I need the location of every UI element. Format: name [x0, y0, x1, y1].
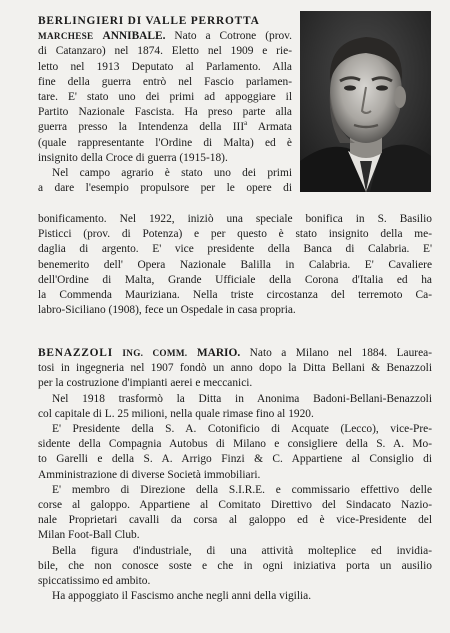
text-line: insignito della Croce di guerra (1915-18).	[38, 151, 228, 164]
entry-first-name: ANNIBALE.	[102, 30, 166, 43]
text-line: Milan Foot-Ball Club.	[38, 529, 140, 542]
text-line: Amministrazione di diverse Società immobiliari.	[38, 468, 261, 481]
text-line: col capitale di L. 25 milioni, nella quale rimase fino al 1920.	[38, 407, 314, 420]
text-line: Nel 1918 trasformò la Ditta in Anonima Badoni-Bellani-Benazzoli	[52, 392, 432, 405]
portrait-photo	[300, 11, 431, 192]
text-line: (quale rappresentante l'Ordine di Malta) ed è	[38, 136, 292, 149]
text-line: per la costruzione d'impianti aerei e meccanici.	[38, 377, 253, 390]
text-line: benemerito dell' Opera Nazionale Balilla in Calabria. E' Cavaliere	[38, 258, 432, 271]
text-line: to Garelli e della S. A. Arrigo Finzi & C. Appartiene al Consiglio di	[38, 453, 432, 466]
text-line: bile, che non conosce soste e che in ogni iniziativa porta un ausilio	[38, 559, 432, 572]
entry-title: MARCHESE	[38, 31, 94, 42]
text-line: guerra presso la Intendenza della III$^a$ Armata	[38, 120, 292, 134]
text-line: fine della guerra entrò nel Fascio parlamen-	[38, 75, 292, 88]
text-line: spiccatissimo ed ambito.	[38, 575, 151, 588]
text-line: bonificamento. Nel 1922, iniziò una speciale bonifica in S. Basilio	[38, 213, 432, 225]
text-line: labro-Siciliano (1908), fece un Ospedale in casa propria.	[38, 304, 296, 317]
text-line: MARCHESE ANNIBALE. Nato a Cotrone (prov.	[38, 30, 292, 43]
text-line: nale Proprietari cavalli da corsa al galoppo ed è vice-Presidente del	[38, 514, 432, 527]
text-line: a dare l'esempio propulsore per le opere di	[38, 182, 292, 195]
text-line: daglia di argento. E' vice presidente della Banca di Calabria. E'	[38, 243, 432, 256]
entry-benazzoli	[38, 346, 432, 604]
text-line: dell'Ordine di Malta, Grande Ufficiale della Corona d'Italia ed ha	[38, 273, 432, 286]
text-line: tosi in ingegneria nel 1907 fondò un anno dopo la Ditta Bellani & Benazzoli	[38, 362, 432, 375]
text-line: Nel campo agrario è stato uno dei primi	[52, 167, 292, 180]
entry-name: BENAZZOLI	[38, 347, 113, 359]
text-line: Ha appoggiato il Fascismo anche negli anni della vigilia.	[52, 590, 312, 603]
entry-berlingieri-narrow	[38, 14, 292, 196]
text-line: Pisticci (prov. di Potenza) e per questo è stato insignito della me-	[38, 228, 432, 241]
text-line: tare. E' stato uno dei primi ad appoggiare il	[38, 91, 292, 104]
text-line: la Commenda Mauriziana. Nella triste circostanza del terremoto Ca-	[38, 289, 432, 302]
text-line: Bella figura d'industriale, di una attività molteplice ed invidia-	[52, 544, 432, 557]
entry-heading-line	[38, 14, 292, 29]
entry-name: BERLINGIERI DI VALLE PERROTTA	[38, 15, 260, 27]
entry-berlingieri-wide	[38, 212, 432, 318]
text-line: E' Presidente della S. A. Cotonificio di Acquate (Lecco), vice-Pre-	[52, 423, 432, 436]
text-line: sidente della Compagnia Autobus di Milano e consigliere della S. A. Mo-	[38, 438, 432, 451]
text-line: di Catanzaro) nel 1874. Eletto nel 1909 e rie-	[38, 45, 292, 58]
text-line: Partito Nazionale Fascista. Ha preso parte alla	[38, 106, 292, 119]
text-line: corse al galoppo. Appartiene al Comitato Direttivo del Sindacato Nazio-	[38, 499, 432, 512]
entry-first-name: MARIO.	[196, 347, 241, 359]
text-line: letto nel 1913 Deputato al Parlamento. Alla	[38, 60, 292, 73]
text-line: E' membro di Direzione della S.I.R.E. e commissario effettivo delle	[52, 483, 432, 496]
text-line: BENAZZOLI ING. COMM. MARIO. Nato a Milano nel 1884. Laurea-	[38, 347, 432, 359]
entry-title: ING. COMM.	[122, 348, 188, 358]
